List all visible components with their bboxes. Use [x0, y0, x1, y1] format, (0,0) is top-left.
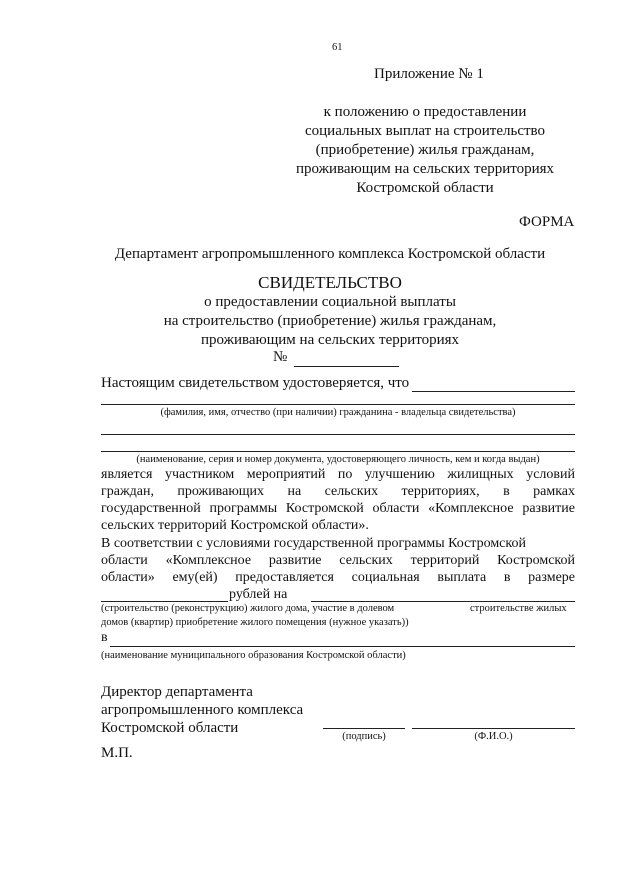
director-line-1: Директор департамента [101, 684, 253, 700]
appendix-line-5: Костромской области [356, 180, 494, 196]
paragraph-1-line-1: является участником мероприятий по улучшению жилищных условий [101, 467, 575, 482]
purpose-caption-1b: строительстве жилых [470, 603, 567, 614]
certificate-subtitle-3: проживающим на сельских территориях [200, 332, 460, 348]
signature-caption: (подпись) [342, 731, 386, 742]
document-blank-1 [101, 434, 575, 435]
certifies-text: Настоящим свидетельством удостоверяется, что [101, 375, 410, 391]
certificate-title: СВИДЕТЕЛЬСТВО [258, 273, 402, 292]
appendix-line-2: социальных выплат на строительство [304, 123, 546, 139]
municipality-caption: (наименование муниципального образования Костромской области) [101, 650, 406, 661]
paragraph-1-line-2: граждан, проживающих на сельских территориях, в рамках [101, 484, 575, 499]
form-label: ФОРМА [519, 214, 575, 230]
page-number: 61 [332, 42, 343, 53]
name-caption: (Ф.И.О.) [474, 731, 513, 742]
purpose-blank [311, 601, 575, 602]
rubles-text: рублей на [229, 587, 288, 602]
certificate-subtitle-2: на строительство (приобретение) жилья гражданам, [163, 313, 497, 329]
seal-label: М.П. [101, 745, 133, 761]
document-blank-2 [101, 451, 575, 452]
purpose-caption-1a: (строительство (реконструкцию) жилого дома, участие в долевом [101, 603, 395, 614]
number-blank [294, 366, 399, 367]
director-line-2: агропромышленного комплекса [101, 702, 304, 718]
department-name: Департамент агропромышленного комплекса Костромской области [114, 246, 546, 262]
paragraph-2-line-2: области «Комплексное развитие сельских территорий Костромской [101, 553, 575, 568]
number-sign: № [273, 349, 288, 365]
signature-blank [323, 728, 405, 729]
paragraph-1-line-3: государственной программы Костромской области «Комплексное развитие [101, 501, 575, 516]
certifies-blank [412, 391, 575, 392]
document-caption: (наименование, серия и номер документа, удостоверяющего личность, кем и когда выдан) [136, 454, 540, 465]
appendix-title: Приложение № 1 [374, 66, 484, 82]
name-blank [412, 728, 575, 729]
purpose-caption-2: домов (квартир) приобретение жилого помещения (нужное указать)) [101, 617, 409, 628]
paragraph-1-line-4: сельских территорий Костромской области». [101, 518, 369, 533]
appendix-line-3: (приобретение) жилья гражданам, [315, 142, 535, 158]
appendix-line-4: проживающим на сельских территориях [295, 161, 555, 177]
location-prefix: в [101, 630, 108, 645]
certificate-subtitle-1: о предоставлении социальной выплаты [204, 294, 456, 310]
paragraph-2-line-3: области» ему(ей) предоставляется социальная выплата в размере [101, 570, 575, 585]
director-line-3: Костромской области [101, 720, 239, 736]
fullname-blank [101, 404, 575, 405]
amount-blank [101, 601, 228, 602]
paragraph-2-line-1: В соответствии с условиями государственной программы Костромской [101, 536, 526, 551]
municipality-blank [110, 646, 575, 647]
fullname-caption: (фамилия, имя, отчество (при наличии) гражданина - владельца свидетельства) [160, 407, 516, 418]
appendix-line-1: к положению о предоставлении [323, 104, 527, 120]
